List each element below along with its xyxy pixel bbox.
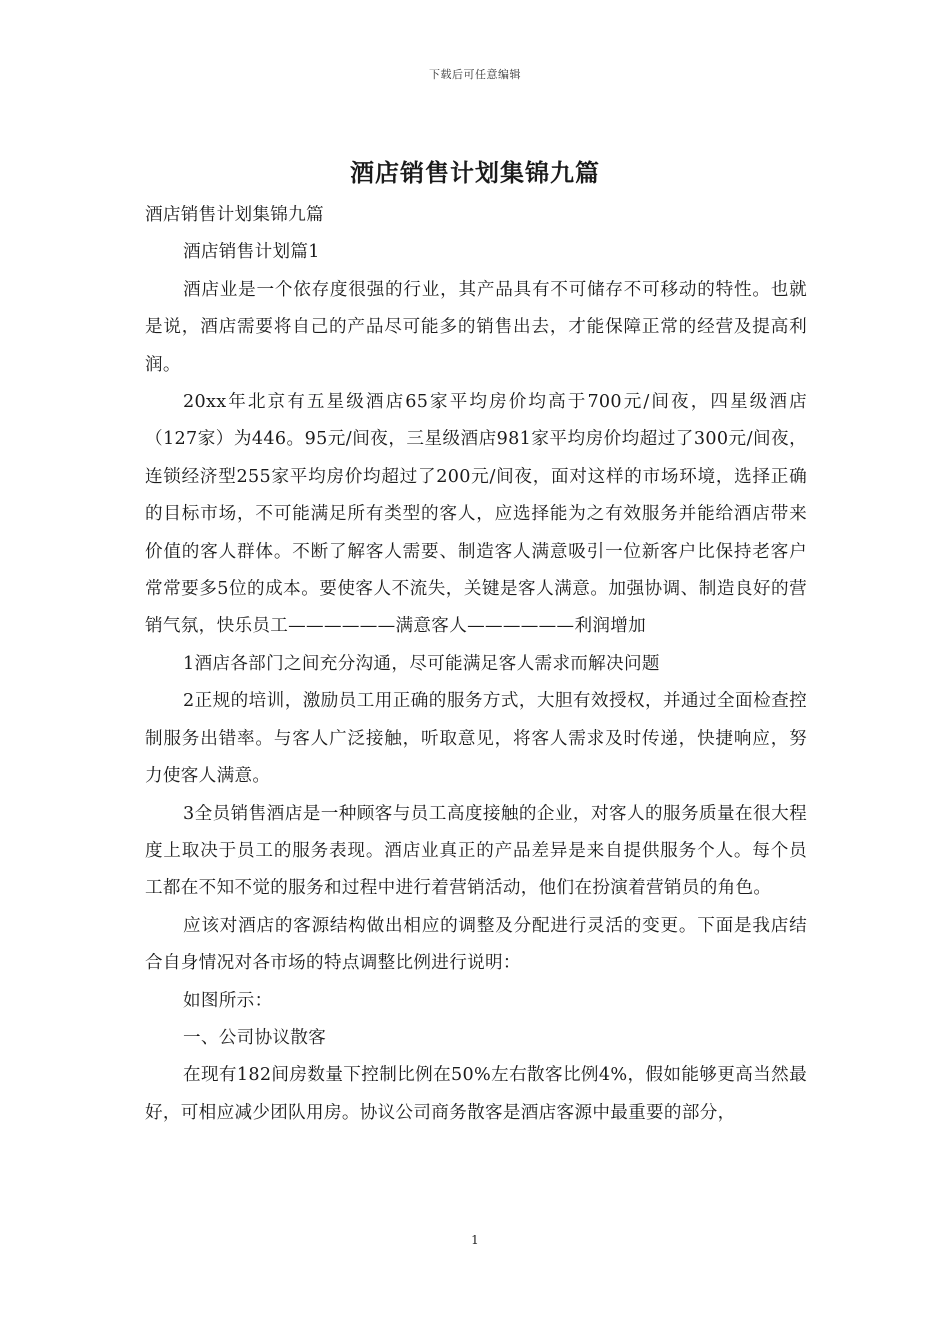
- page-number: 1: [471, 1233, 479, 1247]
- paragraph: 如图所示：: [183, 990, 273, 1011]
- list-item: 2正规的培训，激励员工用正确的服务方式，大胆有效授权，并通过全面检查控制服务出错率。与客人广泛接触，听取意见，将客人需求及时传递，快捷响应，努力使客人满意。: [145, 691, 807, 787]
- paragraph: 在现有182间房数量下控制比例在50%左右散客比例4%，假如能够更高当然最好，可相应减少团队用房。协议公司商务散客是酒店客源中最重要的部分，: [145, 1065, 807, 1123]
- document-body: [145, 197, 807, 1132]
- list-item: 1酒店各部门之间充分沟通，尽可能满足客人需求而解决问题: [183, 653, 660, 674]
- section-heading: 一、公司协议散客: [183, 1027, 327, 1048]
- paragraph: 应该对酒店的客源结构做出相应的调整及分配进行灵活的变更。下面是我店结合自身情况对各市场的特点调整比例进行说明：: [145, 915, 807, 974]
- list-item: 3全员销售酒店是一种顾客与员工高度接触的企业，对客人的服务质量在很大程度上取决于员工的服务表现。酒店业真正的产品差异是来自提供服务个人。每个员工都在不知不觉的服务和过程中进行着营销活动，他们在扮演着营销员的角色。: [145, 803, 807, 899]
- paragraph: 20xx年北京有五星级酒店65家平均房价均高于700元/间夜，四星级酒店（127家）为446。95元/间夜，三星级酒店981家平均房价均超过了300元/间夜，连锁经济型255家平均房价均超过了200元/间夜，面对这样的市场环境，选择正确的目标市场，不可能满足所有类型的客人，应选择能为之有效服务并能给酒店带来价值的客人群体。不断了解客人需要、制造客人满意吸引一位新客户比保持老客户常常要多5位的成本。要使客人不流失，关键是客人满意。加强协调、制造良好的营销气氛，快乐员工——————满意客人——————利润增加: [145, 392, 807, 637]
- document-title: 酒店销售计划集锦九篇: [350, 158, 600, 187]
- section-heading: 酒店销售计划篇1: [183, 242, 320, 263]
- paragraph-subtitle: 酒店销售计划集锦九篇: [145, 205, 324, 225]
- paragraph: 酒店业是一个依存度很强的行业，其产品具有不可储存不可移动的特性。也就是说，酒店需要将自己的产品尽可能多的销售出去，才能保障正常的经营及提高利润。: [145, 279, 807, 375]
- page-header: 下载后可任意编辑: [429, 68, 521, 81]
